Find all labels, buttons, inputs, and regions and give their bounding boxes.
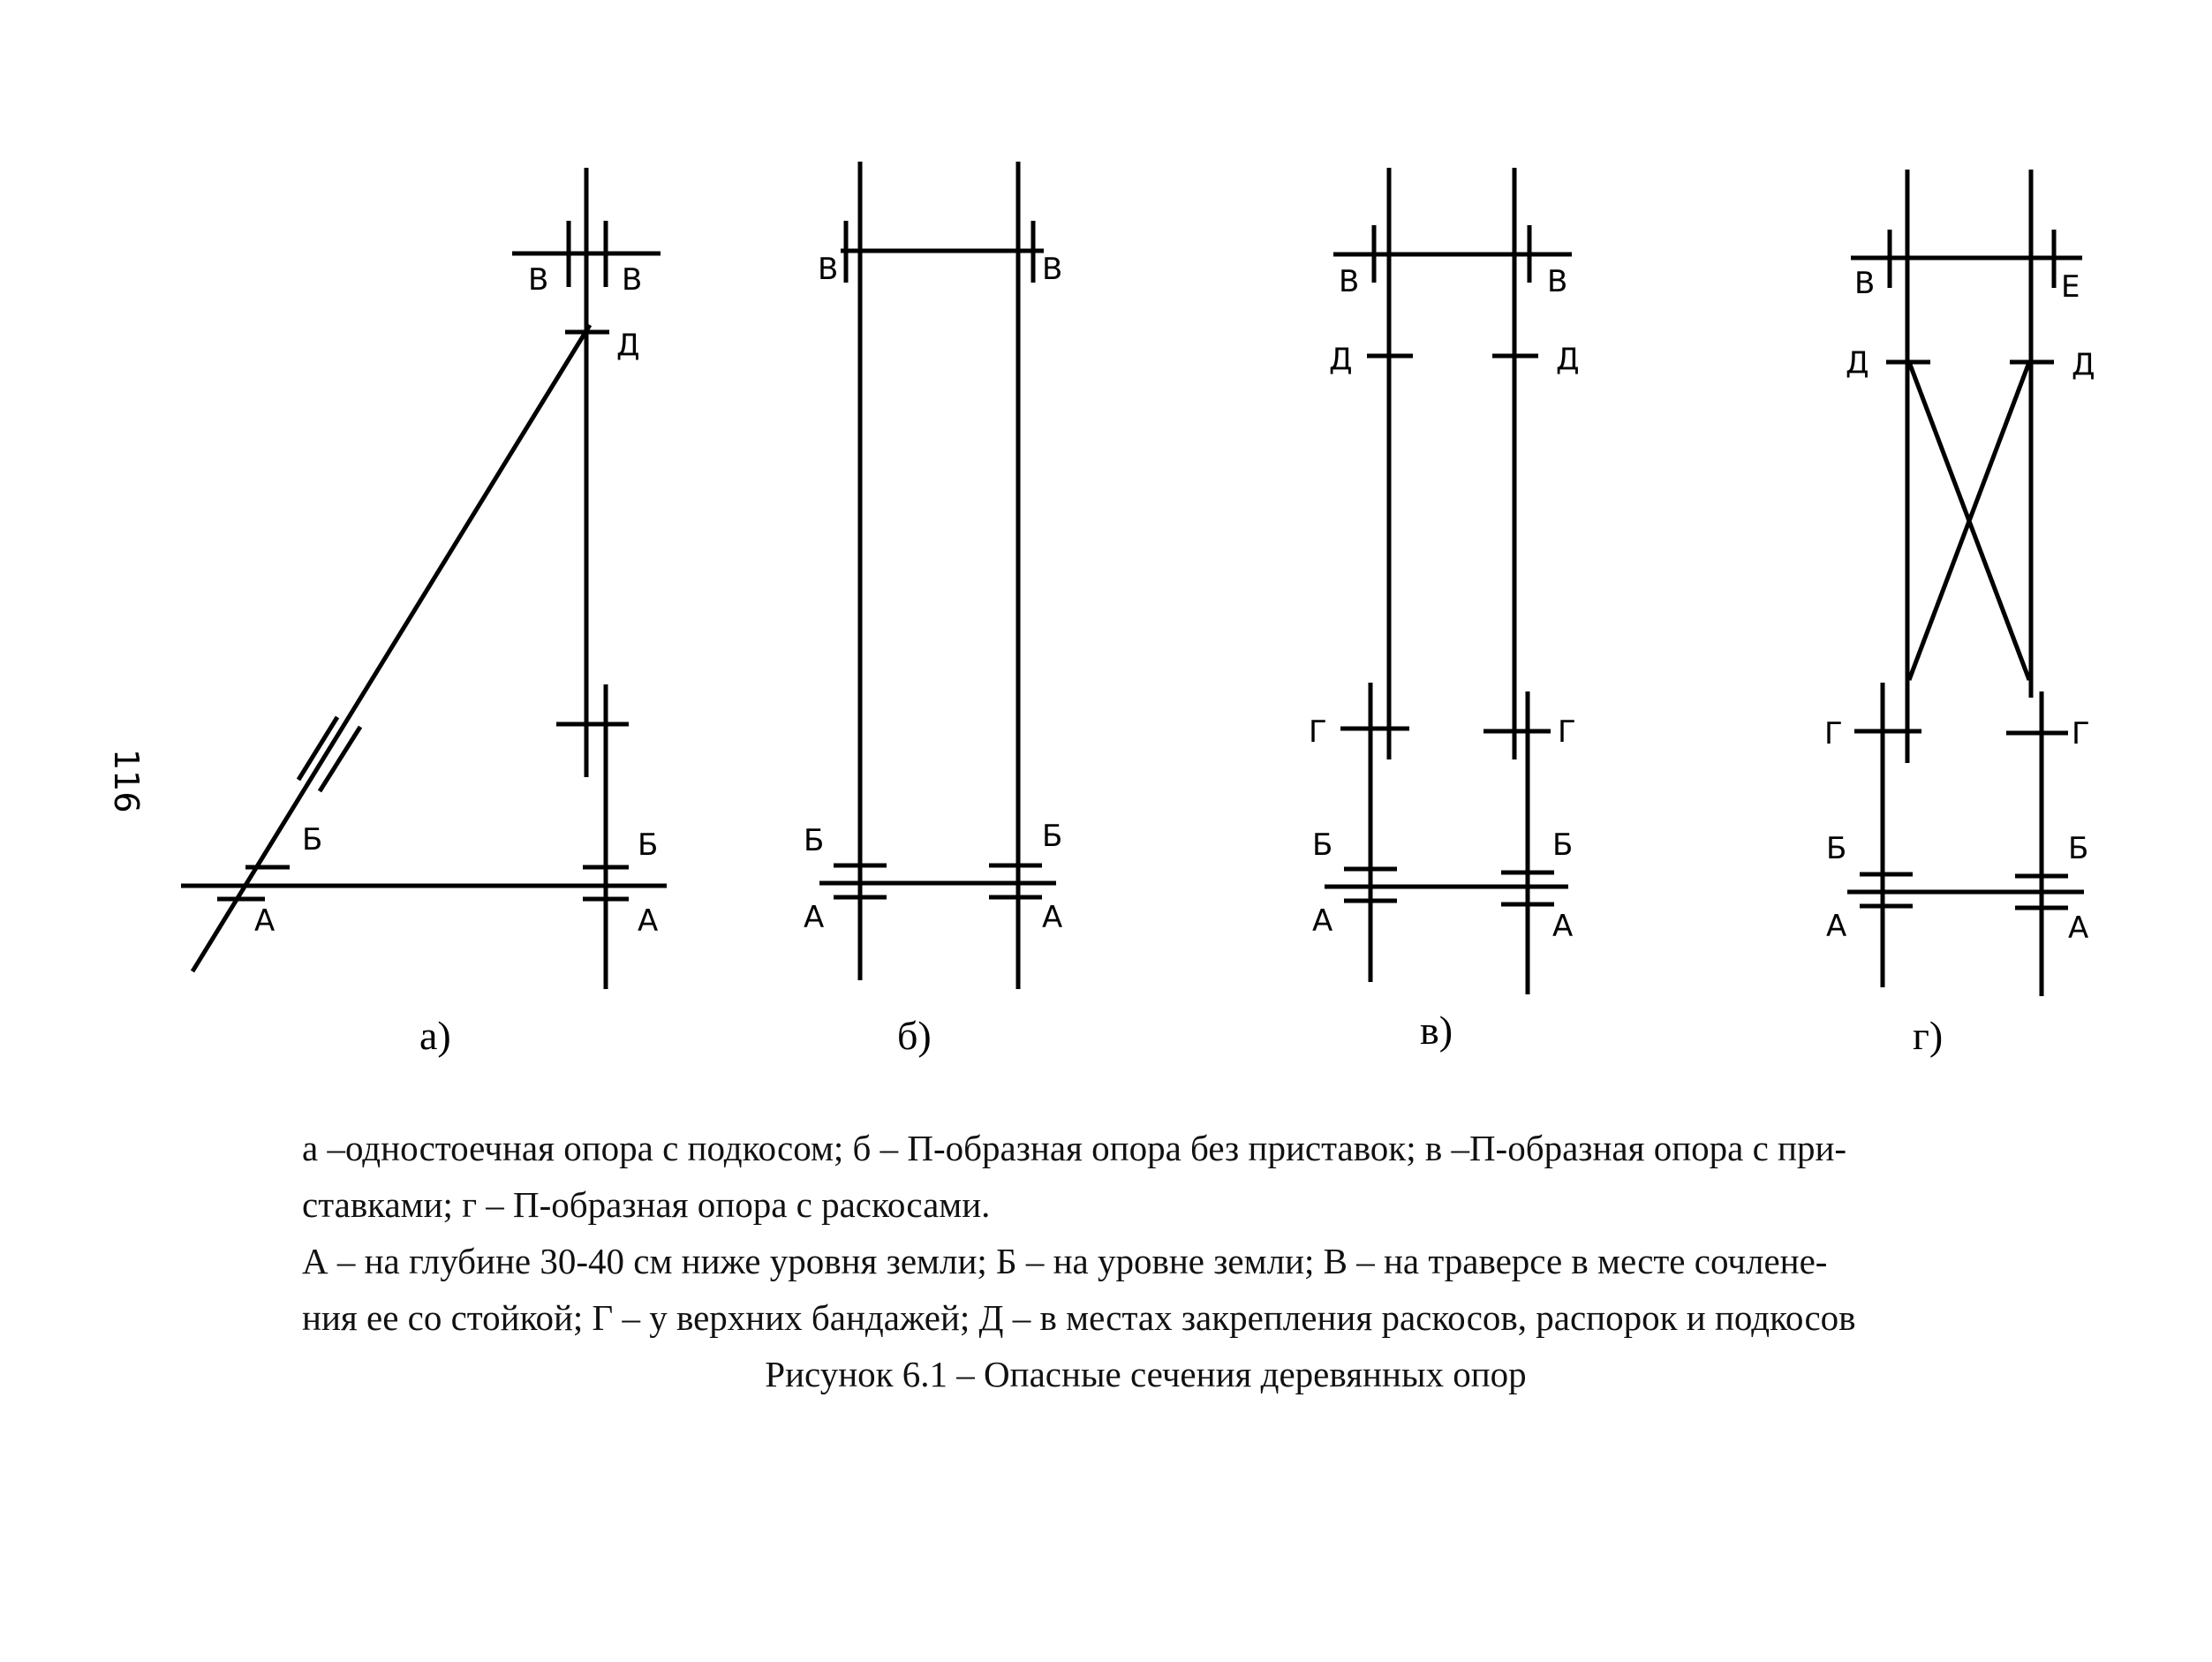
caption-line-2: ставками; г – П-образная опора с раскосами. (302, 1184, 991, 1225)
label-a-right: А (1042, 900, 1063, 935)
label-a-right: А (1552, 909, 1574, 944)
label-b-right: Б (1042, 819, 1063, 854)
brace-strut (193, 325, 590, 971)
label-g-right: Г (2072, 716, 2090, 752)
label-g-right: Г (1558, 714, 1576, 750)
label-v-right: В (1042, 252, 1063, 287)
label-v-left: В (528, 262, 549, 298)
diagram-v (1309, 168, 1580, 1053)
label-g-left: Г (1309, 714, 1327, 750)
label-a-left: А (254, 903, 276, 939)
label-v-left: В (1339, 264, 1360, 299)
sublabel-v: в) (1420, 1008, 1453, 1053)
caption-line-4: ния ее со стойкой; Г – у верхних бандажей; Д – в местах закрепления раскосов, распорок и подкосов (302, 1297, 1856, 1338)
diagram-b (804, 162, 1062, 1058)
label-v-right: В (622, 262, 643, 298)
caption-line-3: А – на глубине 30-40 см ниже уровня земли; Б – на уровне земли; В – на траверсе в месте сочлене- (302, 1241, 1828, 1281)
label-b-right: Б (2068, 831, 2089, 866)
page-number: 116 (107, 749, 146, 813)
label-b-left: Б (1312, 827, 1333, 863)
label-d-left: Д (1329, 342, 1353, 377)
diagram-a (181, 168, 667, 1058)
label-v-right: В (1547, 264, 1568, 299)
figure-title: Рисунок 6.1 – Опасные сечения деревянных опор (765, 1354, 1527, 1394)
label-v-left: В (818, 252, 839, 287)
diagram-g (1824, 170, 2095, 1058)
sublabel-b: б) (897, 1013, 932, 1058)
caption-line-1: а –одностоечная опора с подкосом; б – П-образная опора без приставок; в –П-образная опора с при- (302, 1128, 1847, 1168)
label-d-right: Д (1556, 342, 1580, 377)
label-b-right: Б (638, 827, 659, 863)
label-b-left: Б (1826, 831, 1847, 866)
label-a-right: А (638, 903, 659, 939)
label-b-left: Б (302, 822, 323, 857)
label-v-left: В (1854, 266, 1876, 301)
label-d: Д (616, 328, 640, 363)
label-b-right: Б (1552, 827, 1574, 863)
label-b-left: Б (804, 823, 825, 858)
label-d-left: Д (1846, 345, 1869, 381)
label-a-left: А (1826, 909, 1847, 944)
sublabel-a: а) (419, 1013, 451, 1058)
label-d-right: Д (2072, 347, 2095, 382)
label-g-left: Г (1824, 716, 1843, 752)
label-a-left: А (804, 900, 825, 935)
label-a-right: А (2068, 910, 2089, 946)
label-a-left: А (1312, 903, 1333, 939)
sublabel-g: г) (1913, 1013, 1944, 1058)
label-v-right: Е (2061, 269, 2080, 305)
